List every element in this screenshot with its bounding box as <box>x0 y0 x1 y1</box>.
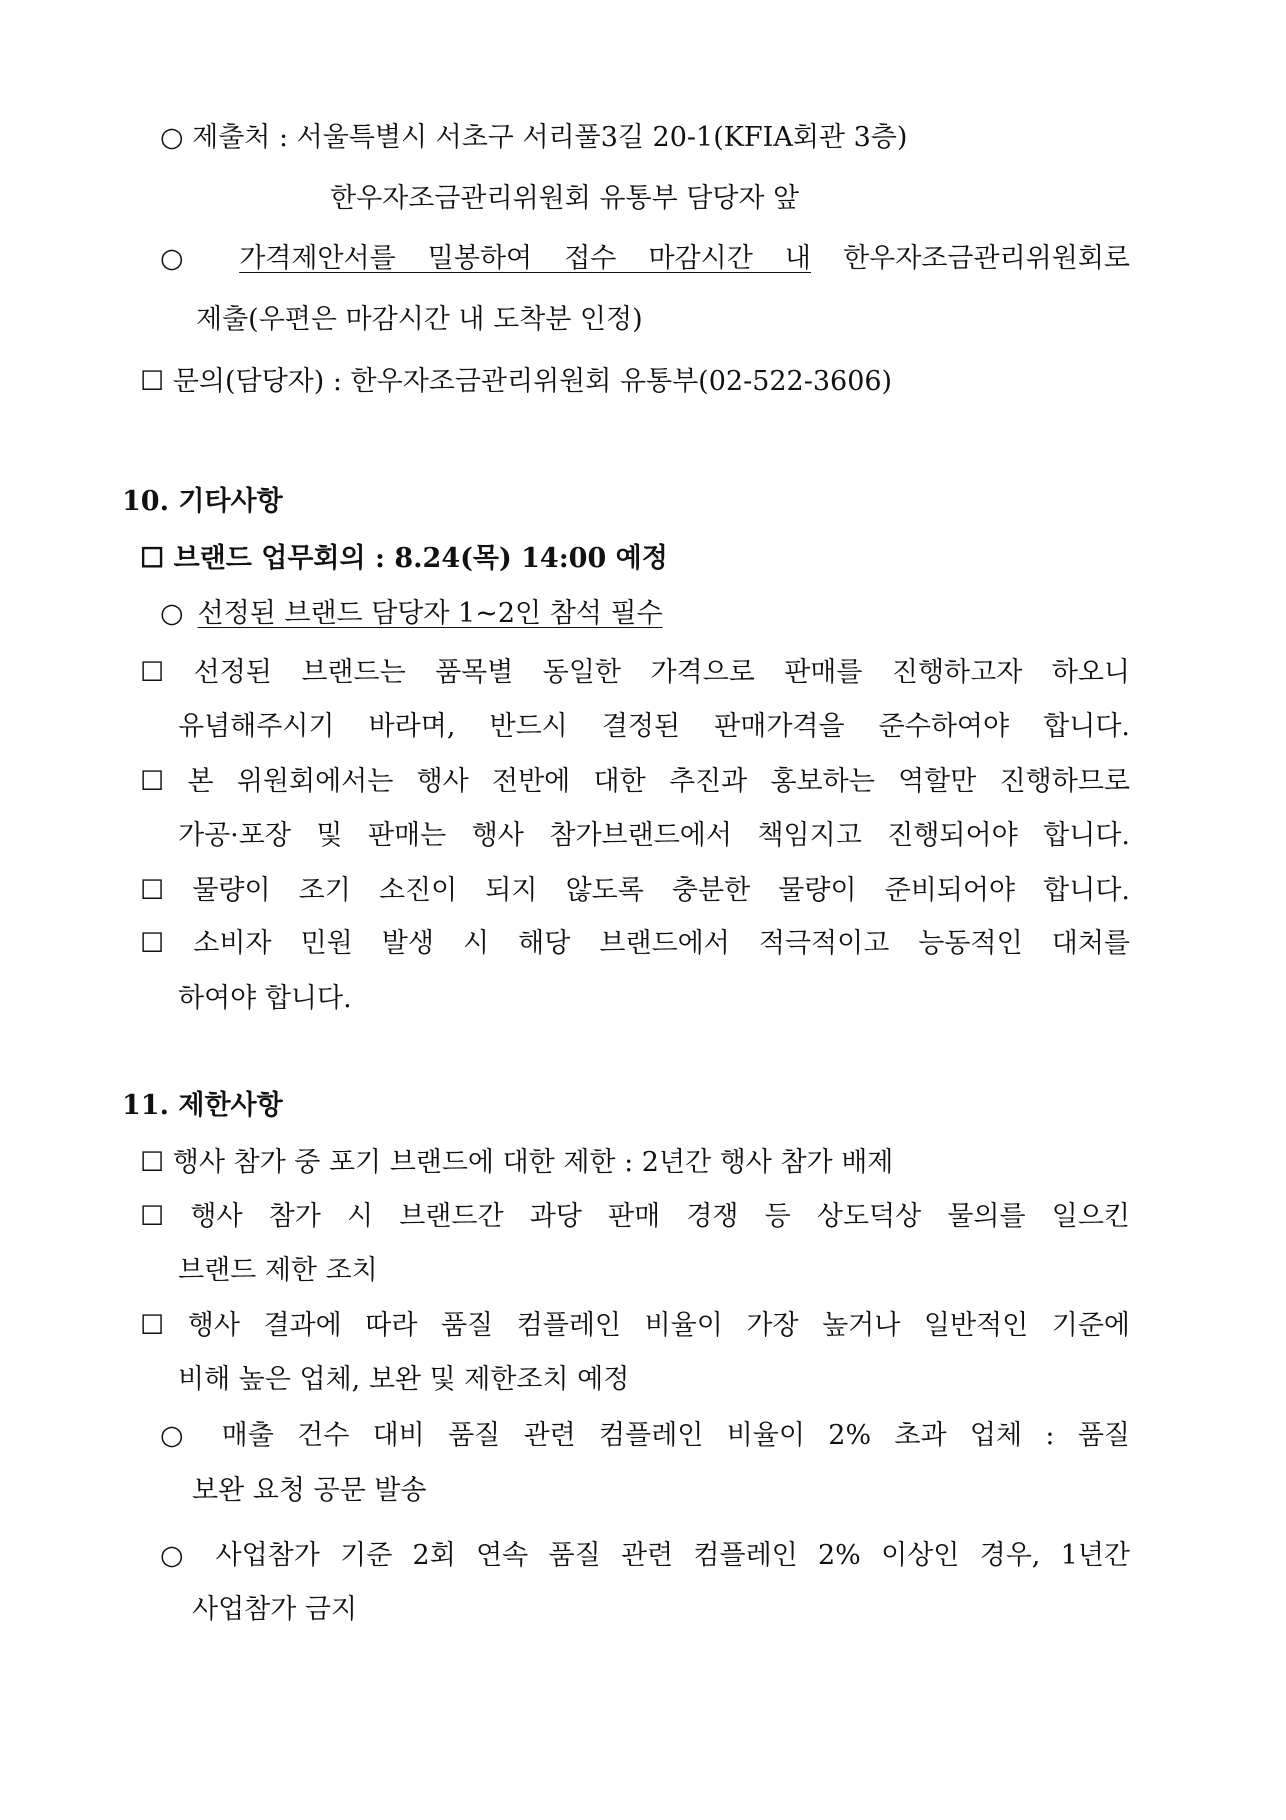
same-price-notice: ☐ 선정된 브랜드는 품목별 동일한 가격으로 판매를 진행하고자 하오니 <box>140 657 1130 688</box>
contact-info: ☐ 문의(담당자) : 한우자조금관리위원회 유통부(02-522-3606) <box>140 366 893 397</box>
complaint-notice-cont: 하여야 합니다. <box>178 983 352 1014</box>
submit-instruction <box>160 241 1130 277</box>
section-11-title: 11. 제한사항 <box>122 1090 283 1121</box>
submit-recipient: 한우자조금관리위원회 유통부 담당자 앞 <box>330 183 800 214</box>
consecutive-complaint-rule-cont: 사업참가 금지 <box>192 1594 358 1625</box>
consecutive-complaint-rule: ○ 사업참가 기준 2회 연속 품질 관련 컴플레인 2% 이상인 경우, 1년간 <box>160 1540 1130 1571</box>
restriction-misconduct-cont: 브랜드 제한 조치 <box>178 1255 378 1286</box>
stock-notice: ☐ 물량이 조기 소진이 되지 않도록 충분한 물량이 준비되어야 합니다. <box>140 875 1130 906</box>
complaint-rate-rule-cont: 보완 요청 공문 발송 <box>192 1475 427 1506</box>
restriction-complaints-cont: 비해 높은 업체, 보완 및 제한조치 예정 <box>178 1364 630 1395</box>
section-10-title: 10. 기타사항 <box>122 486 283 517</box>
same-price-notice-cont: 유념해주시기 바라며, 반드시 결정된 판매가격을 준수하여야 합니다. <box>178 711 1130 742</box>
restriction-withdrawal: ☐ 행사 참가 중 포기 브랜드에 대한 제한 : 2년간 행사 참가 배제 <box>140 1147 894 1178</box>
attendance-text: 선정된 브랜드 담당자 1~2인 참석 필수 <box>197 598 663 629</box>
attendance-requirement <box>160 596 663 632</box>
bullet-mark: ○ <box>160 243 208 274</box>
sealed-deadline-text: 가격제안서를 밀봉하여 접수 마감시간 내 <box>239 243 811 274</box>
committee-role-notice: ☐ 본 위원회에서는 행사 전반에 대한 추진과 홍보하는 역할만 진행하므로 <box>140 766 1130 797</box>
complaint-notice: ☐ 소비자 민원 발생 시 해당 브랜드에서 적극적이고 능동적인 대처를 <box>140 928 1130 959</box>
submit-location: ○ 제출처 : 서울특별시 서초구 서리풀3길 20-1(KFIA회관 3층) <box>160 122 908 153</box>
submit-postal-note: 제출(우편은 마감시간 내 도착분 인정) <box>196 304 643 335</box>
restriction-complaints: ☐ 행사 결과에 따라 품질 컴플레인 비율이 가장 높거나 일반적인 기준에 <box>140 1310 1130 1341</box>
submit-to-text: 한우자조금관리위원회로 <box>843 243 1130 274</box>
complaint-rate-rule: ○ 매출 건수 대비 품질 관련 컴플레인 비율이 2% 초과 업체 : 품질 <box>160 1420 1130 1451</box>
brand-meeting: ☐ 브랜드 업무회의 : 8.24(목) 14:00 예정 <box>140 543 668 574</box>
bullet-mark: ○ <box>160 598 184 629</box>
restriction-misconduct: ☐ 행사 참가 시 브랜드간 과당 판매 경쟁 등 상도덕상 물의를 일으킨 <box>140 1201 1130 1232</box>
committee-role-notice-cont: 가공·포장 및 판매는 행사 참가브랜드에서 책임지고 진행되어야 합니다. <box>178 820 1130 851</box>
